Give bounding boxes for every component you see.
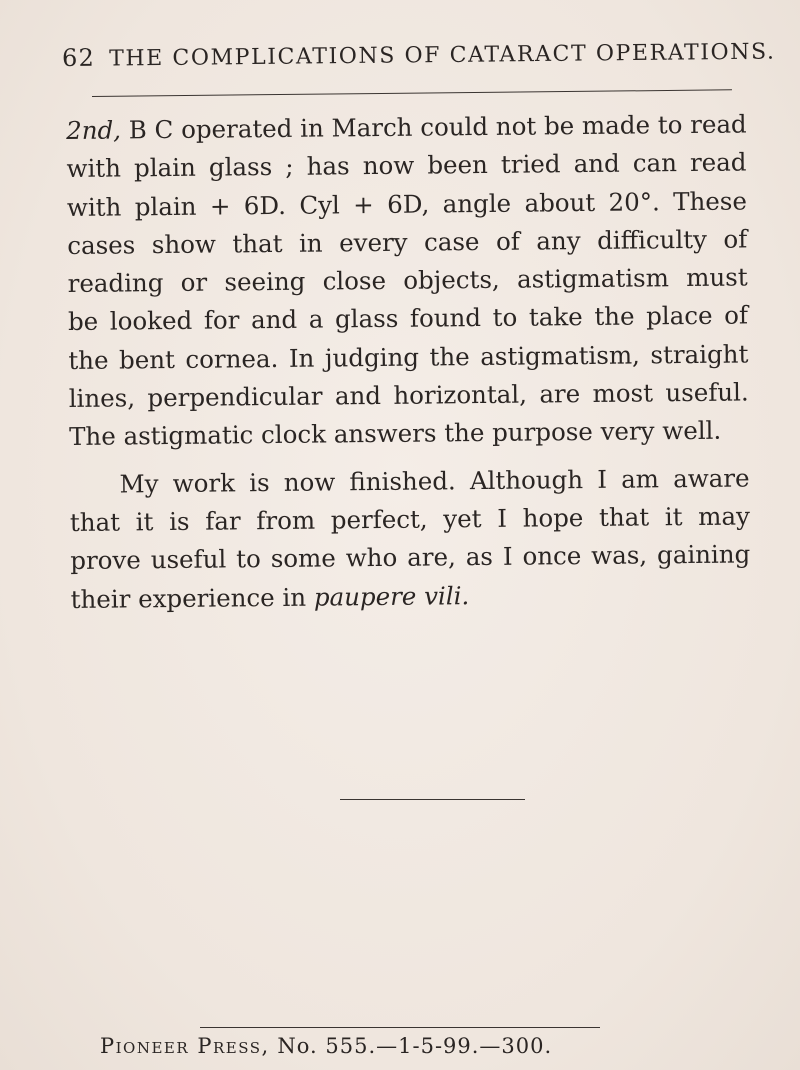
page-number: 62 [61,43,96,72]
printer-name: Pioneer Press, [100,1034,270,1058]
section-divider [340,799,525,800]
footer-rule [200,1027,600,1028]
paragraph-1 [66,105,749,456]
body-text [66,105,751,618]
paragraph-2 [69,459,750,619]
text-line [70,574,750,619]
text-line: reading or seeing close objects, astigmatism must [67,262,748,299]
text-line: The astigmatic clock answers the purpose very well. [68,416,722,452]
printer-imprint [100,1034,700,1058]
text-fragment: their experience in [70,582,315,614]
text-line: with plain + 6D. Cyl + 6D, angle about 20°. These [66,186,748,222]
text-line: cases show that in every case of any difficulty of [67,224,748,260]
text-line: My work is now finished. Although I am aware [119,463,750,499]
ordinal-label: 2nd, [66,115,122,145]
text-line: that it is far from perfect, yet I hope that it may [69,501,751,537]
text-line: prove useful to some who are, as I once was, gaining [70,539,751,576]
text-fragment: B C operated in March could not be made to read [120,109,747,145]
latin-phrase: paupere vili. [313,580,470,612]
text-line: be looked for and a glass found to take the place of [67,300,749,337]
page-header [61,37,776,72]
text-line: lines, perpendicular and horizontal, are most useful. [68,377,749,414]
imprint-number: No. 555.—1-5-99.—300. [269,1034,553,1058]
text-line [66,105,746,150]
text-line: with plain glass ; has now been tried and can read [66,147,747,184]
running-head: THE COMPLICATIONS OF CATARACT OPERATIONS. [109,39,776,72]
text-line: the bent cornea. In judging the astigmatism, straight [68,339,749,375]
header-rule [92,89,732,97]
